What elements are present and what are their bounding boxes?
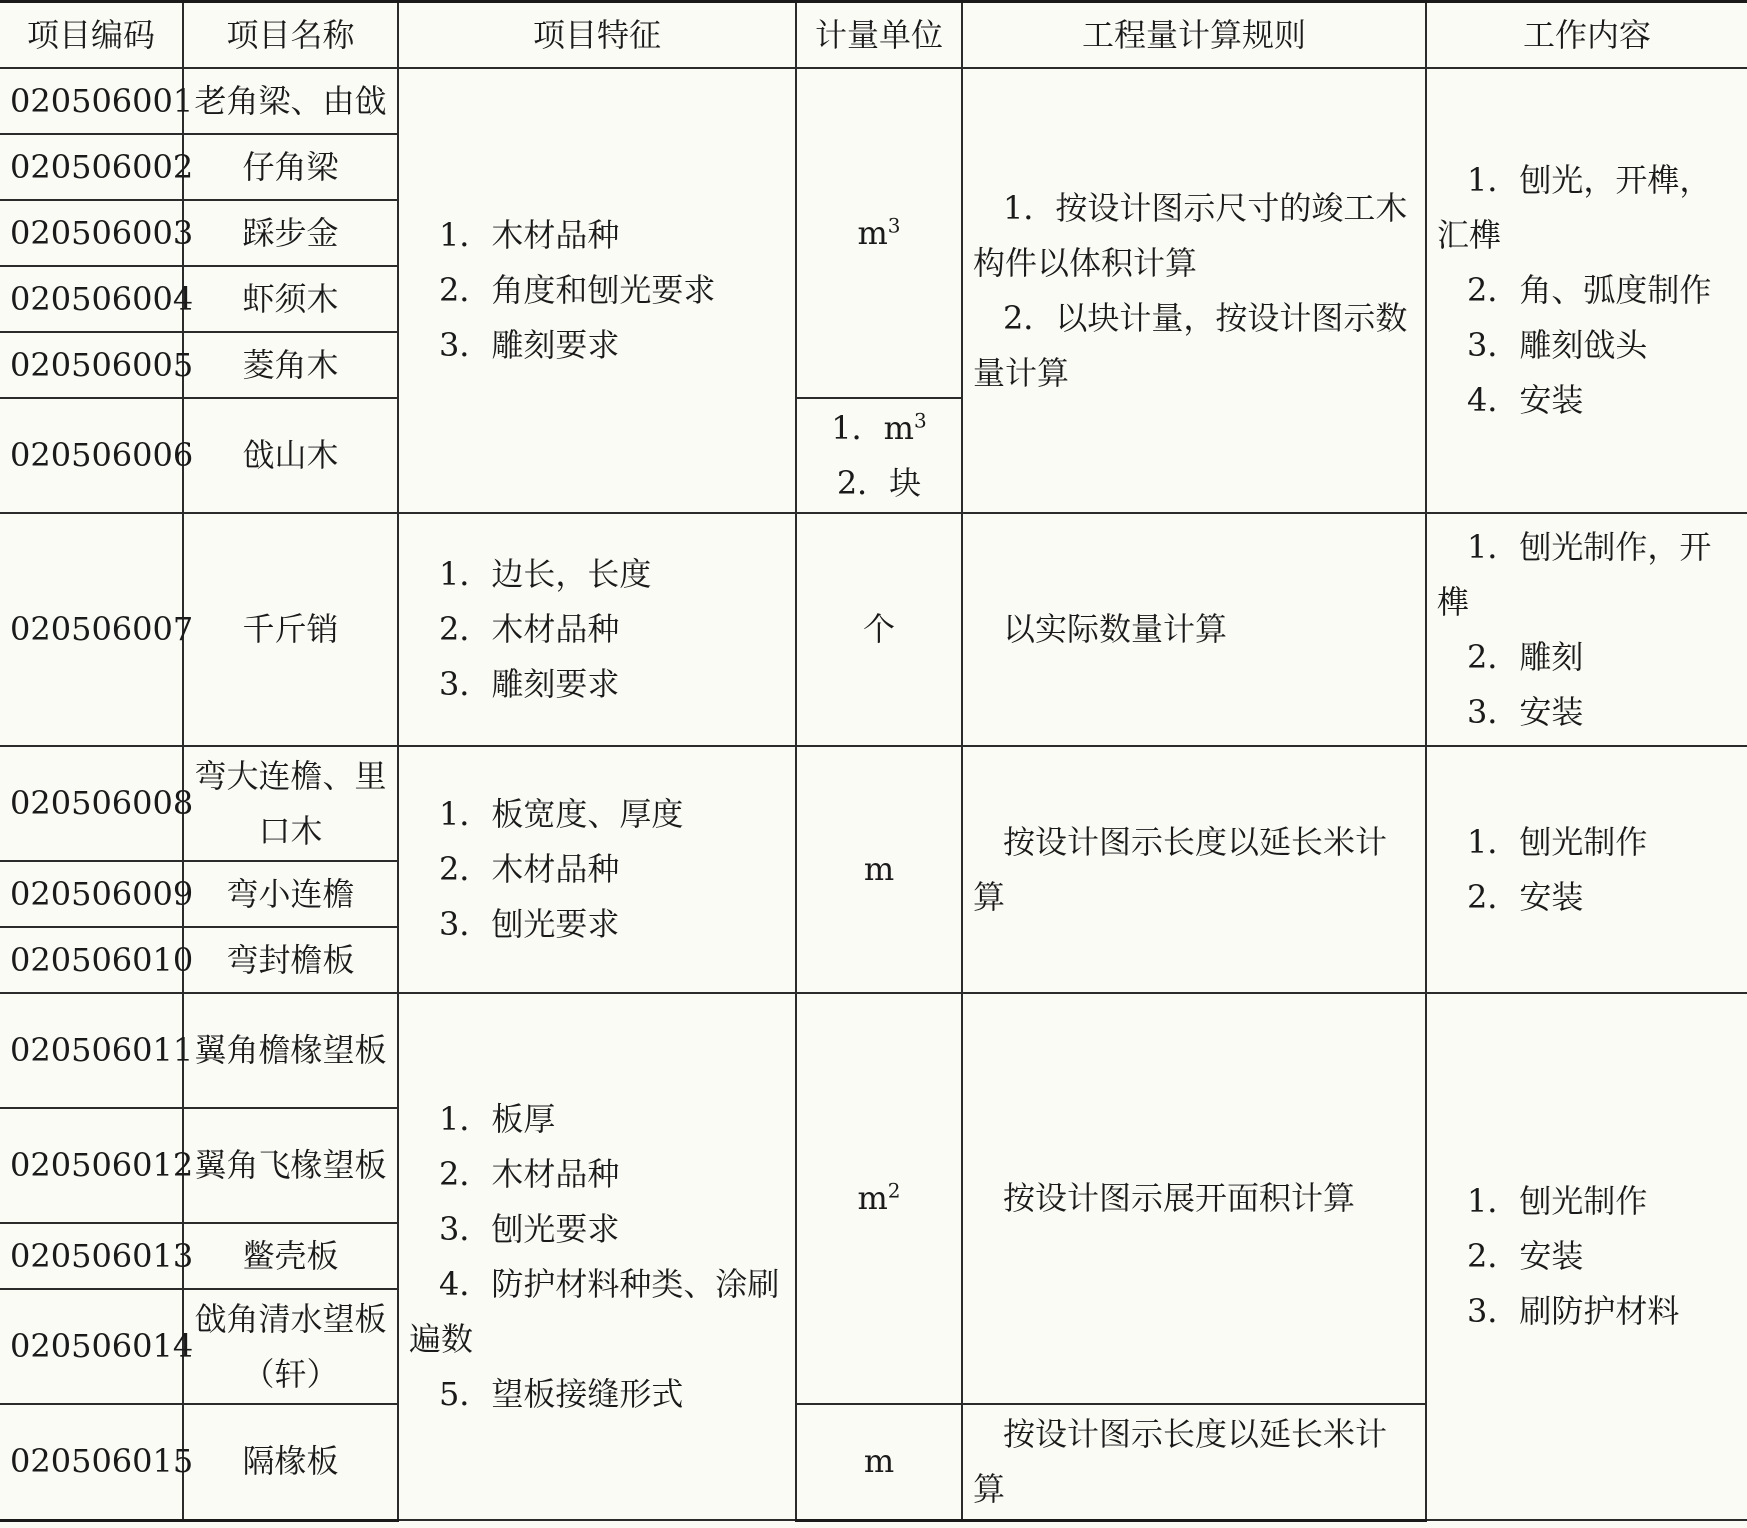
item-name: 弯大连檐、里口木 <box>183 746 398 861</box>
feature-line: 2．角度和刨光要求 <box>439 271 716 309</box>
feature-line: 3．刨光要求 <box>439 905 620 943</box>
item-code: 020506010 <box>0 927 183 993</box>
work-line: 4．安装 <box>1467 381 1584 419</box>
table-row <box>0 746 1747 861</box>
unit-exponent: 3 <box>913 407 927 432</box>
item-name: 弯封檐板 <box>183 927 398 993</box>
item-name: 隔椽板 <box>183 1404 398 1520</box>
work-line: 3．安装 <box>1467 692 1584 731</box>
item-code: 020506007 <box>0 513 183 746</box>
item-rule <box>962 513 1426 746</box>
item-code: 020506005 <box>0 332 183 398</box>
item-unit: m <box>796 1404 962 1520</box>
item-name: 戗角清水望板（轩） <box>183 1289 398 1404</box>
feature-line: 4．防护材料种类、涂刷遍数 <box>409 1264 780 1358</box>
feature-line: 1．板厚 <box>439 1099 556 1138</box>
item-code: 020506006 <box>0 398 183 513</box>
item-work <box>1426 993 1747 1520</box>
rule-line: 2．以块计量，按设计图示数量计算 <box>973 298 1408 392</box>
feature-line: 2．木材品种 <box>439 1154 620 1193</box>
feature-line: 5．望板接缝形式 <box>439 1374 684 1413</box>
item-code: 020506014 <box>0 1289 183 1404</box>
item-code: 020506012 <box>0 1108 183 1223</box>
work-line: 1．刨光制作，开榫 <box>1437 527 1712 621</box>
work-line: 1．刨光制作 <box>1467 1182 1648 1220</box>
header-name: 项目名称 <box>183 2 398 69</box>
header-code: 项目编码 <box>0 2 183 69</box>
item-unit <box>796 398 962 513</box>
work-line: 2．雕刻 <box>1467 637 1584 676</box>
item-name: 虾须木 <box>183 266 398 332</box>
item-name: 翼角飞椽望板 <box>183 1108 398 1223</box>
item-rule <box>962 1404 1426 1520</box>
item-name: 鳖壳板 <box>183 1223 398 1289</box>
feature-line: 2．木材品种 <box>439 610 620 648</box>
work-line: 2．安装 <box>1467 1237 1584 1275</box>
rule-line: 按设计图示展开面积计算 <box>1003 1179 1356 1217</box>
item-rule <box>962 993 1426 1404</box>
table-row <box>0 993 1747 1108</box>
feature-line: 1．板宽度、厚度 <box>439 795 684 833</box>
unit-line <box>807 401 951 456</box>
work-line: 2．安装 <box>1467 877 1584 916</box>
item-code: 020506002 <box>0 134 183 200</box>
unit-base: m <box>857 1179 888 1217</box>
table-row <box>0 68 1747 134</box>
item-code: 020506015 <box>0 1404 183 1520</box>
item-features <box>398 513 796 746</box>
item-features <box>398 746 796 993</box>
item-name: 翼角檐椽望板 <box>183 993 398 1108</box>
unit-line: 2．块 <box>836 463 922 502</box>
work-line: 1．刨光制作 <box>1467 822 1648 861</box>
feature-line: 3．雕刻要求 <box>439 326 620 364</box>
item-name: 戗山木 <box>183 398 398 513</box>
header-row <box>0 2 1747 69</box>
work-line: 3．雕刻戗头 <box>1467 326 1648 364</box>
item-name: 千斤销 <box>183 513 398 746</box>
item-unit: m <box>796 746 962 993</box>
item-work <box>1426 68 1747 513</box>
unit-exponent: 2 <box>887 1178 901 1203</box>
item-code: 020506008 <box>0 746 183 861</box>
item-code: 020506009 <box>0 861 183 927</box>
rule-line: 以实际数量计算 <box>1003 610 1228 648</box>
item-features <box>398 68 796 513</box>
unit-base: m <box>857 213 888 252</box>
header-rule: 工程量计算规则 <box>962 2 1426 69</box>
table-row <box>0 513 1747 746</box>
item-unit <box>796 993 962 1404</box>
feature-line: 1．边长，长度 <box>439 555 652 593</box>
item-name: 菱角木 <box>183 332 398 398</box>
rule-line: 按设计图示长度以延长米计算 <box>973 822 1388 916</box>
item-rule <box>962 746 1426 993</box>
item-work <box>1426 513 1747 746</box>
item-name: 踩步金 <box>183 200 398 266</box>
header-work: 工作内容 <box>1426 2 1747 69</box>
rule-line: 按设计图示长度以延长米计算 <box>973 1414 1388 1508</box>
feature-line: 2．木材品种 <box>439 850 620 888</box>
work-line: 1．刨光，开榫，汇榫 <box>1437 161 1712 254</box>
item-name: 仔角梁 <box>183 134 398 200</box>
rule-line: 1．按设计图示尺寸的竣工木构件以体积计算 <box>973 188 1408 282</box>
unit-prefix: 1． <box>831 408 884 447</box>
item-code: 020506013 <box>0 1223 183 1289</box>
item-features <box>398 993 796 1520</box>
item-name: 老角梁、由戗 <box>183 68 398 134</box>
item-code: 020506003 <box>0 200 183 266</box>
header-unit: 计量单位 <box>796 2 962 69</box>
work-line: 3．刷防护材料 <box>1467 1292 1680 1330</box>
unit-exponent: 3 <box>887 212 901 237</box>
header-features: 项目特征 <box>398 2 796 69</box>
item-rule <box>962 68 1426 513</box>
item-work <box>1426 746 1747 993</box>
feature-line: 3．刨光要求 <box>439 1209 620 1248</box>
unit-base: m <box>883 408 914 447</box>
work-line: 2．角、弧度制作 <box>1467 271 1712 309</box>
item-unit <box>796 68 962 398</box>
item-code: 020506004 <box>0 266 183 332</box>
feature-line: 1．木材品种 <box>439 216 620 254</box>
feature-line: 3．雕刻要求 <box>439 665 620 703</box>
item-code: 020506001 <box>0 68 183 134</box>
item-code: 020506011 <box>0 993 183 1108</box>
item-unit: 个 <box>796 513 962 746</box>
item-name: 弯小连檐 <box>183 861 398 927</box>
